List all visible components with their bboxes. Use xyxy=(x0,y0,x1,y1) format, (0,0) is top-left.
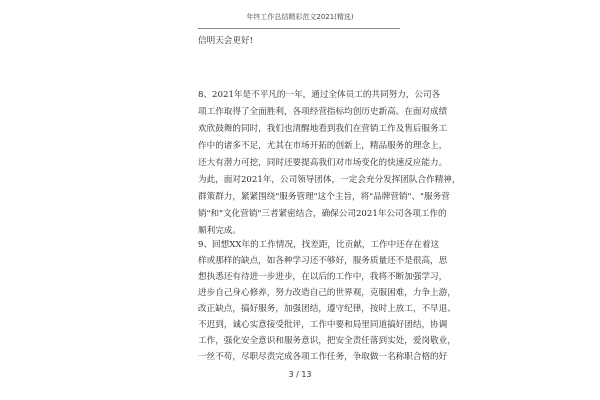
paragraph-8-line-9: 顺利完成。 xyxy=(198,226,241,236)
paragraph-8-line-1: 8、2021年是不平凡的一年，通过全体员工的共同努力，公司各 xyxy=(198,90,441,100)
paragraph-8-line-7: 群策群力，紧紧围绕"服务管理"这个主旨，将"品牌营销"、"服务营 xyxy=(198,192,450,202)
paragraph-8-line-2: 项工作取得了全面胜利，各项经营指标均创历史新高。在面对成绩 xyxy=(198,107,448,117)
paragraph-8-line-5: 还大有潜力可挖，同时还要提高我们对市场变化的快速反应能力。 xyxy=(198,158,448,168)
paragraph-9-line-5: 改正缺点，搞好服务，加强团结，遵守纪律，按时上放工，不早退、 xyxy=(198,304,456,314)
paragraph-8-line-3: 欢欣鼓舞的同时，我们也清醒地看到我们在营销工作及售后服务工 xyxy=(198,124,448,134)
paragraph-8-line-8: 销"和"文化营销"三者紧密结合，确保公司2021年公司各项工作的 xyxy=(198,209,447,219)
paragraph-9-line-7: 工作，强化安全意识和服务意识，把安全责任落到实处，爱岗敬业， xyxy=(198,336,456,346)
paragraph-8-line-4: 作中的诸多不足，尤其在市场开拓的创新上，精品服务的理念上， xyxy=(198,141,448,151)
paragraph-8-line-6: 为此，面对2021年，公司领导团体，一定会充分发挥团队合作精神， xyxy=(198,175,461,185)
page-number: 3 / 13 xyxy=(288,370,312,379)
header-divider xyxy=(198,28,400,29)
paragraph-9-line-8: 一丝不苟，尽职尽责完成各项工作任务，争取做一名称职合格的好 xyxy=(198,352,448,362)
paragraph-9-line-1: 9、回想XX年的工作情况，找差距，比贡献，工作中还存在着这 xyxy=(198,240,440,250)
page-header-title: 年终工作总结精彩范文2021(精选) xyxy=(246,13,354,21)
paragraph-9-line-6: 不迟到，诚心实意接受批评，工作中要和局里同道搞好团结，协调 xyxy=(198,320,448,330)
fragment-line: 信明天会更好! xyxy=(198,36,254,46)
paragraph-9-line-4: 进步自己身心修养，努力改造自己的世界观，克服困难，力争上游， xyxy=(198,288,456,298)
paragraph-9-line-3: 想执悉还有待进一步进步，在以后的工作中，我将不断加强学习， xyxy=(198,272,448,282)
paragraph-9-line-2: 样或那样的缺点，如各种学习还不够好，服务质量还不是很高，思 xyxy=(198,256,448,266)
